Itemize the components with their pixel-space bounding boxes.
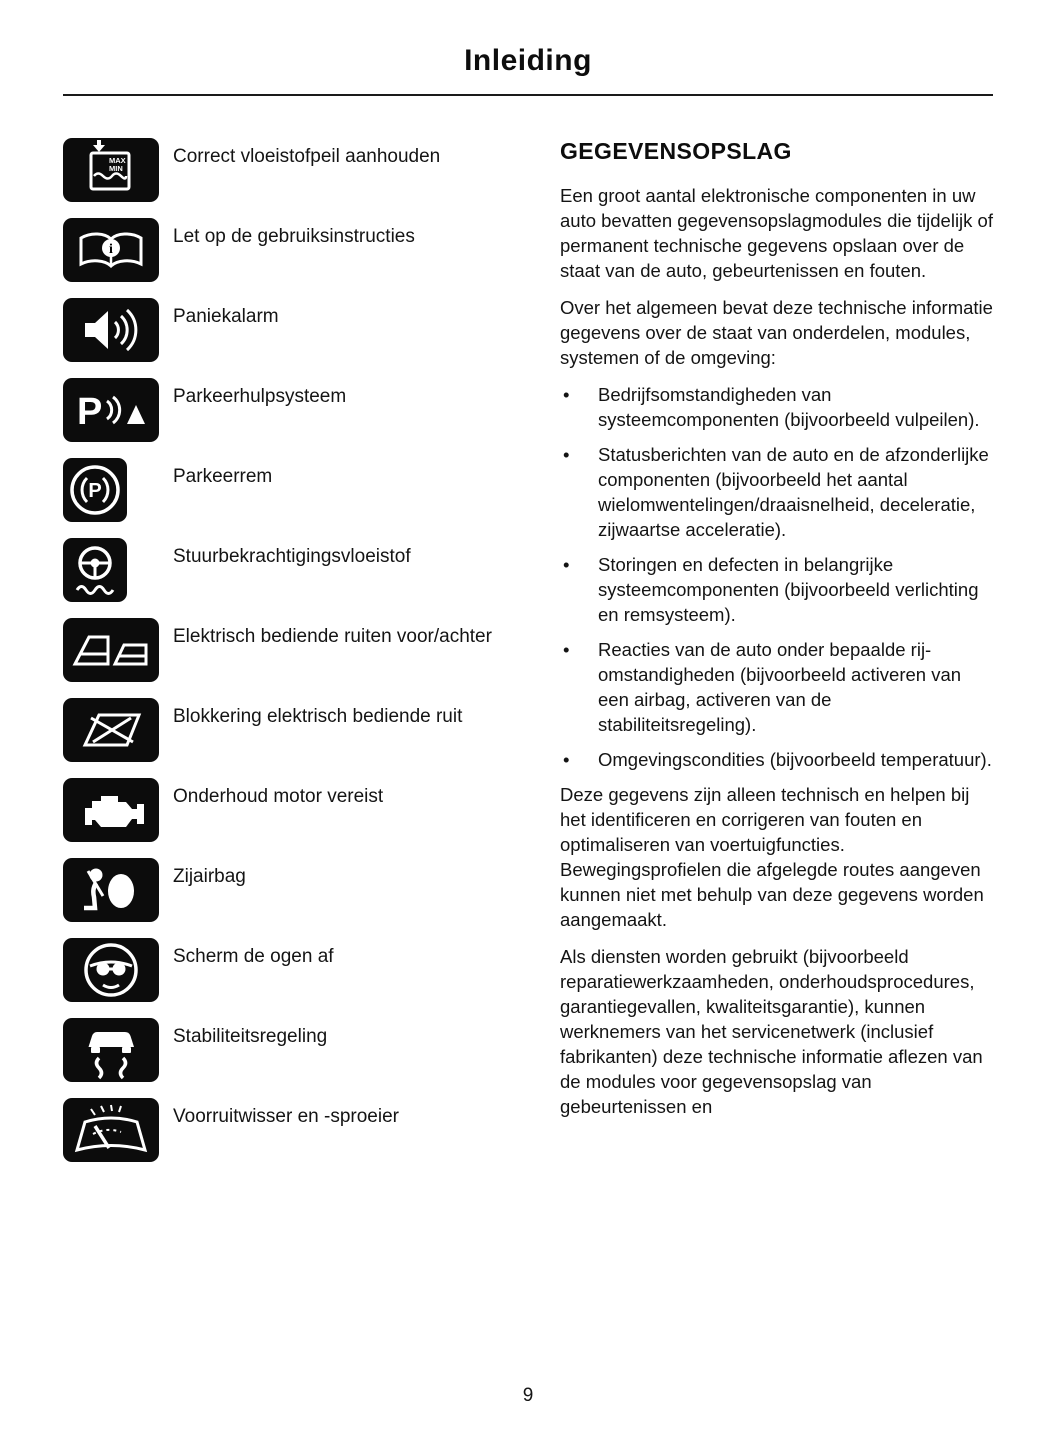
icon-slot xyxy=(63,298,173,362)
icon-slot xyxy=(63,458,173,522)
engine-service-icon xyxy=(63,778,159,842)
bullet-marker: • xyxy=(563,639,570,660)
icon-slot xyxy=(63,858,173,922)
bullet-marker: • xyxy=(563,554,570,575)
symbol-row xyxy=(63,218,560,282)
icon-slot xyxy=(63,138,173,202)
symbol-row xyxy=(63,618,560,682)
symbol-row xyxy=(63,1018,560,1082)
paragraph: Over het algemeen bevat deze technische informatie gegevens over de staat van onderdelen, modules, systemen of de omgeving: xyxy=(560,297,993,368)
symbol-label: Scherm de ogen af xyxy=(173,946,334,967)
paragraph: Als diensten worden gebruikt (bijvoorbeeld reparatiewerkzaamheden, onderhoudsprocedures, garantiegevallen, kwaliteitsgarantie), kunnen werknemers van het servicenetwerk (inclusief fabrikanten) deze technische informatie aflezen van de modules voor gegevensopslag van gebeurtenissen en xyxy=(560,946,983,1117)
bullet-text: Omgevingscondities (bijvoorbeeld temperatuur). xyxy=(598,749,992,770)
bullet-item xyxy=(560,637,993,737)
bullet-text: Statusberichten van de auto en de afzonderlijke componenten (bijvoorbeeld het aantal wielomwentelingen/draaisnelheid, deceleratie, zijwaartse acceleratie). xyxy=(598,444,989,540)
paragraph: Deze gegevens zijn alleen technisch en helpen bij het identificeren en corrigeren van fouten en optimaliseren van voertuigfuncties. Bewegingsprofielen die afgelegde routes aangeven kunnen niet met behulp van deze gegevens worden aangemaakt. xyxy=(560,784,984,930)
icon-slot xyxy=(63,698,173,762)
icon-slot xyxy=(63,378,173,442)
bullet-marker: • xyxy=(563,384,570,405)
parking-brake-icon xyxy=(63,458,127,522)
symbol-row xyxy=(63,1098,560,1162)
handbook-icon xyxy=(63,218,159,282)
symbol-label: Elektrisch bediende ruiten voor/achter xyxy=(173,626,492,647)
icon-slot xyxy=(63,1018,173,1082)
symbol-label: Stuurbekrachtigingsvloeistof xyxy=(173,546,411,567)
power-steering-icon xyxy=(63,538,127,602)
symbol-row xyxy=(63,458,560,522)
power-windows-icon xyxy=(63,618,159,682)
symbol-label: Voorruitwisser en -sproeier xyxy=(173,1106,399,1127)
panic-alarm-icon xyxy=(63,298,159,362)
svg-text:MIN: MIN xyxy=(109,164,123,173)
fluid-level-icon xyxy=(63,138,159,202)
symbol-label: Zijairbag xyxy=(173,866,246,887)
symbol-label: Let op de gebruiksinstructies xyxy=(173,226,415,247)
icon-slot xyxy=(63,618,173,682)
eye-protection-icon xyxy=(63,938,159,1002)
stability-control-icon xyxy=(63,1018,159,1082)
symbol-label: Parkeerhulpsysteem xyxy=(173,386,347,407)
bullet-list xyxy=(560,382,993,772)
icon-slot xyxy=(63,778,173,842)
symbol-list xyxy=(63,138,560,1178)
bullet-item xyxy=(560,552,993,627)
icon-slot xyxy=(63,538,173,602)
bullet-item xyxy=(560,747,993,772)
bullet-item xyxy=(560,382,993,432)
symbol-label: Stabiliteitsregeling xyxy=(173,1026,328,1047)
icon-slot xyxy=(63,218,173,282)
symbol-row xyxy=(63,378,560,442)
symbol-label: Correct vloeistofpeil aanhouden xyxy=(173,146,441,167)
symbol-label: Onderhoud motor vereist xyxy=(173,786,384,807)
parking-aid-icon xyxy=(63,378,159,442)
symbol-row xyxy=(63,778,560,842)
svg-text:P: P xyxy=(77,391,103,433)
bullet-item xyxy=(560,442,993,542)
bullet-text: Reacties van de auto onder bepaalde rij-omstandigheden (bijvoorbeeld activeren van een airbag, activeren van de stabiliteitsregeling). xyxy=(598,639,962,735)
symbol-label: Paniekalarm xyxy=(173,306,279,327)
bullet-marker: • xyxy=(563,749,570,770)
paragraph: Een groot aantal elektronische componenten in uw auto bevatten gegevensopslagmodules die tijdelijk of permanent technische gegevens opslaan over de staat van de auto, gebeurtenissen en fouten. xyxy=(560,185,993,281)
icon-slot xyxy=(63,1098,173,1162)
symbol-label: Blokkering elektrisch bediende ruit xyxy=(173,706,463,727)
svg-text:P: P xyxy=(88,480,102,502)
svg-text:MAX: MAX xyxy=(109,156,126,165)
wiper-washer-icon xyxy=(63,1098,159,1162)
symbol-row xyxy=(63,698,560,762)
side-airbag-icon xyxy=(63,858,159,922)
symbol-row xyxy=(63,138,560,202)
title-divider xyxy=(63,94,993,96)
section-heading: GEGEVENSOPSLAG xyxy=(560,138,792,164)
window-lock-icon xyxy=(63,698,159,762)
icon-slot xyxy=(63,938,173,1002)
page-number: 9 xyxy=(522,1385,534,1406)
symbol-row xyxy=(63,938,560,1002)
bullet-text: Storingen en defecten in belangrijke systeemcomponenten (bijvoorbeeld verlichting en remsysteem). xyxy=(598,554,979,625)
symbol-label: Parkeerrem xyxy=(173,466,273,487)
section-gegevensopslag xyxy=(560,138,993,1178)
svg-text:i: i xyxy=(109,242,113,257)
symbol-row xyxy=(63,538,560,602)
content-columns xyxy=(63,138,993,1178)
bullet-marker: • xyxy=(563,444,570,465)
symbol-row xyxy=(63,298,560,362)
symbol-row xyxy=(63,858,560,922)
page-title: Inleiding xyxy=(464,44,592,77)
bullet-text: Bedrijfsomstandigheden van systeemcomponenten (bijvoorbeeld vulpeilen). xyxy=(598,384,980,430)
